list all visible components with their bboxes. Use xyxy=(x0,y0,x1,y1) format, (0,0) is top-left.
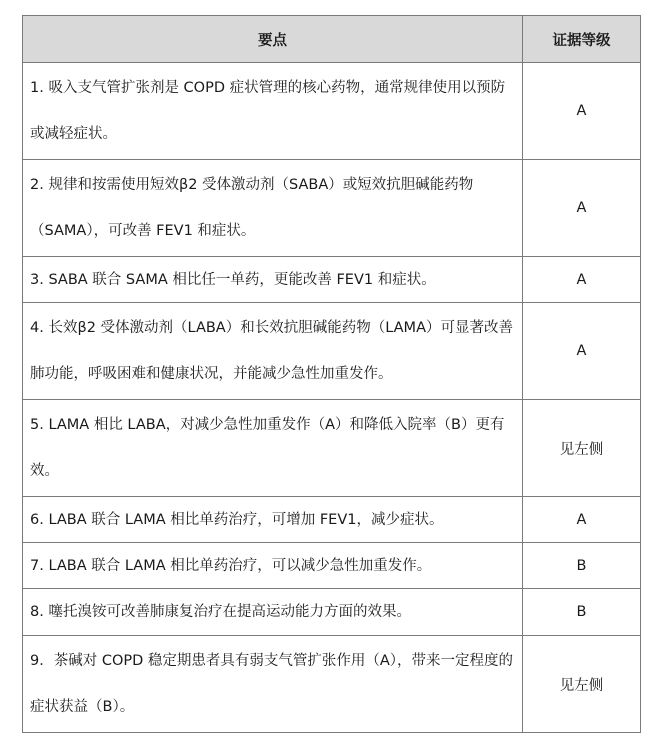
row-grade: B xyxy=(523,589,641,636)
header-point: 要点 xyxy=(23,16,523,63)
row-point-text: 8. 噻托溴铵可改善肺康复治疗在提高运动能力方面的效果。 xyxy=(23,589,523,636)
table-row xyxy=(23,63,641,160)
row-grade: A xyxy=(523,497,641,543)
row-grade: B xyxy=(523,543,641,589)
table-row xyxy=(23,257,641,303)
row-point-text: 7. LABA 联合 LAMA 相比单药治疗，可以减少急性加重发作。 xyxy=(23,543,523,589)
row-grade: A xyxy=(523,303,641,400)
table-row xyxy=(23,400,641,497)
row-grade: 见左侧 xyxy=(523,636,641,733)
row-grade: A xyxy=(523,160,641,257)
table-row xyxy=(23,589,641,636)
row-point-text: 5. LAMA 相比 LABA，对减少急性加重发作（A）和降低入院率（B）更有效。 xyxy=(23,400,523,497)
table-row xyxy=(23,160,641,257)
row-point-text: 2. 规律和按需使用短效β2 受体激动剂（SABA）或短效抗胆碱能药物（SAMA），可改善 FEV1 和症状。 xyxy=(23,160,523,257)
header-grade: 证据等级 xyxy=(523,16,641,63)
table-row xyxy=(23,543,641,589)
table-header-row xyxy=(23,16,641,63)
row-grade: A xyxy=(523,63,641,160)
row-point-text: 4. 长效β2 受体激动剂（LABA）和长效抗胆碱能药物（LAMA）可显著改善肺功能，呼吸困难和健康状况，并能减少急性加重发作。 xyxy=(23,303,523,400)
table-row xyxy=(23,636,641,733)
table-row xyxy=(23,497,641,543)
row-point-text: 9．茶碱对 COPD 稳定期患者具有弱支气管扩张作用（A），带来一定程度的症状获益（B）。 xyxy=(23,636,523,733)
table-row xyxy=(23,303,641,400)
row-grade: A xyxy=(523,257,641,303)
row-point-text: 3. SABA 联合 SAMA 相比任一单药，更能改善 FEV1 和症状。 xyxy=(23,257,523,303)
evidence-table xyxy=(22,15,641,733)
row-point-text: 1. 吸入支气管扩张剂是 COPD 症状管理的核心药物，通常规律使用以预防或减轻症状。 xyxy=(23,63,523,160)
row-point-text: 6. LABA 联合 LAMA 相比单药治疗，可增加 FEV1，减少症状。 xyxy=(23,497,523,543)
row-grade: 见左侧 xyxy=(523,400,641,497)
